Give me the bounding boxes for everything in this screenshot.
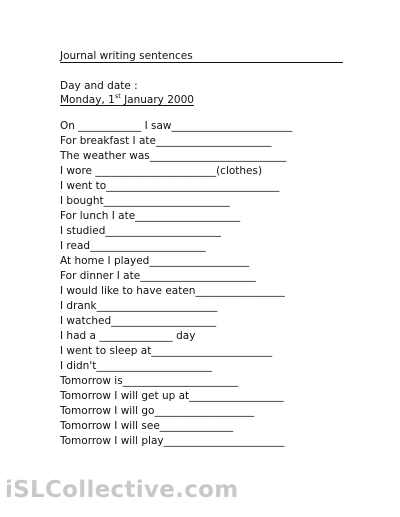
sentence-didnt: I didn't______________________: [60, 360, 212, 372]
sentence-tomorrow-is: Tomorrow is______________________: [60, 375, 239, 387]
date-prefix: Monday, 1: [60, 94, 115, 106]
sentence-played-at-home: At home I played___________________: [60, 255, 250, 267]
day-and-date-label: Day and date :: [60, 80, 138, 92]
sentence-wore-clothes: I wore _______________________(clothes): [60, 165, 263, 177]
sentence-tomorrow-go: Tomorrow I will go___________________: [60, 405, 255, 417]
worksheet-title: Journal writing sentences: [60, 50, 193, 62]
date-line: [60, 94, 194, 106]
sentence-drank: I drank_______________________: [60, 300, 218, 312]
sentence-had-a-day: I had a ______________ day: [60, 330, 196, 342]
sentence-dinner: For dinner I ate______________________: [60, 270, 256, 282]
sentence-bought: I bought________________________: [60, 195, 230, 207]
sentence-watched: I watched____________________: [60, 315, 217, 327]
sentence-tomorrow-play: Tomorrow I will play_______________________: [60, 435, 285, 447]
sentence-read: I read______________________: [60, 240, 206, 252]
title-rule: [60, 50, 343, 63]
sentence-breakfast: For breakfast I ate______________________: [60, 135, 272, 147]
sentence-list: [60, 119, 360, 449]
date-suffix: January 2000: [120, 94, 194, 106]
sentence-studied: I studied______________________: [60, 225, 221, 237]
sentence-tomorrow-get-up: Tomorrow I will get up at__________________: [60, 390, 284, 402]
sentence-weather: The weather was__________________________: [60, 150, 287, 162]
sentence-lunch: For lunch I ate____________________: [60, 210, 241, 222]
sentence-went-to-sleep: I went to sleep at_______________________: [60, 345, 273, 357]
sentence-would-like-eaten: I would like to have eaten_________________: [60, 285, 285, 297]
watermark-logo: iSLCollective.com: [5, 477, 239, 503]
sentence-tomorrow-see: Tomorrow I will see______________: [60, 420, 234, 432]
date-ordinal-suffix: st: [114, 92, 121, 100]
sentence-went-to: I went to_________________________________: [60, 180, 280, 192]
sentence-on-i-saw: On ____________ I saw_______________________: [60, 120, 293, 132]
